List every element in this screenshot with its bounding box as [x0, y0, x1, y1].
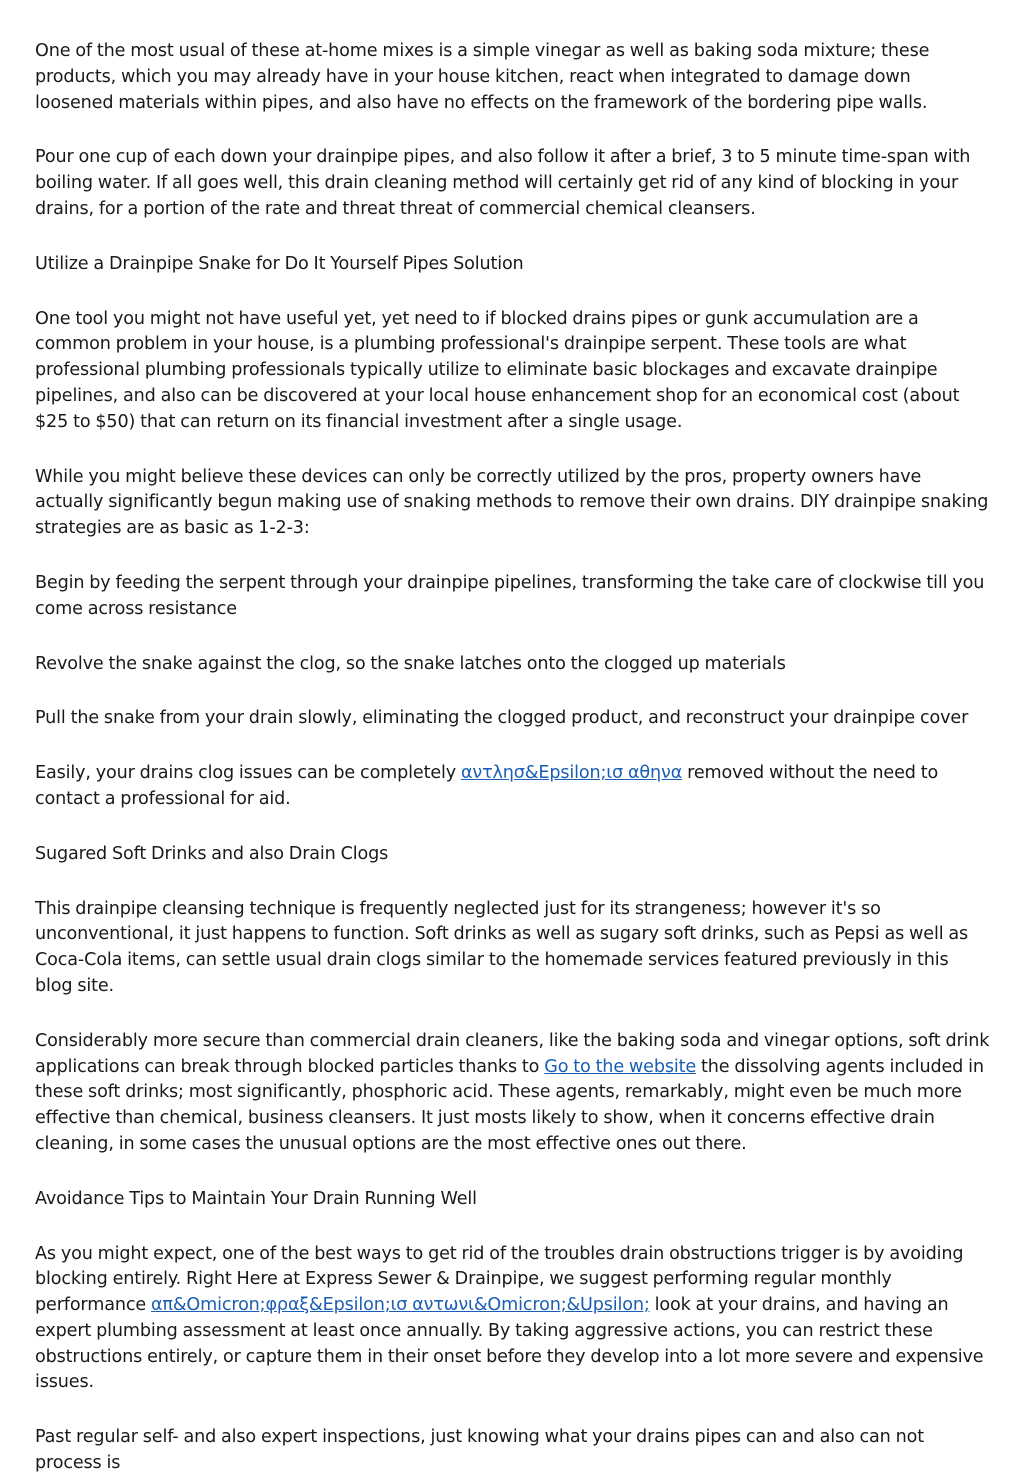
paragraph-drainpipe-serpent: One tool you might not have useful yet, yet need to if blocked drains pipes or gunk accumulation are a common problem in your house, is a plumbing professional's drainpipe serpent. These tools are what professional plumbing professionals typically utilize to eliminate basic blockages and excavate drainpipe pipelines, and also can be discovered at your local house enhancement shop for an economical cost (about $25 to $50) that can return on its financial investment after a single usage. — [35, 308, 960, 432]
text-before-link: Easily, your drains clog issues can be completely — [35, 763, 461, 784]
link-antliseis-athina[interactable]: αντλησ&Epsilon;ισ αθηνα — [460, 763, 683, 784]
link-apofraxeis-antonioy[interactable]: απ&Omicron;φραξ&Epsilon;ισ αντωνι&Omicron;&Upsilon; — [150, 1295, 650, 1316]
step-revolve-snake: Revolve the snake against the clog, so the snake latches onto the clogged up materials — [35, 653, 786, 674]
paragraph-drains-clog-issues — [35, 761, 990, 813]
text-before-link: Considerably more secure than commercial drain cleaners, like the baking soda and vinegar options, soft drink applications can break through blocked particles thanks to — [35, 1030, 990, 1077]
text-after-link: look at your drains, and having an expert plumbing assessment at least once annually. By taking aggressive actions, you can restrict these obstructions entirely, or capture them in their onset before they develop into a lot more severe and expensive issues. — [35, 1295, 984, 1393]
text-after-link: the dissolving agents included in these soft drinks; most significantly, phosphoric acid. These agents, remarkably, might even be much more effective than chemical, business cleansers. It just mosts likely to show, when it concerns effective drain cleaning, in some cases the unusual options are the most effective ones out there. — [35, 1056, 984, 1154]
paragraph-past-inspections: Past regular self- and also expert inspections, just knowing what your drains pipes can and also can not process is — [35, 1427, 924, 1474]
paragraph-pour-cup: Pour one cup of each down your drainpipe pipes, and also follow it after a brief, 3 to 5 minute time-span with boiling water. If all goes well, this drain cleaning method will certainly get rid of any kind of blocking in your drains, for a portion of the rate and threat threat of commercial chemical cleansers. — [35, 147, 971, 219]
paragraph-soft-drink-applications — [35, 1029, 990, 1158]
step-feed-serpent: Begin by feeding the serpent through your drainpipe pipelines, transforming the take care of clockwise till you come across resistance — [35, 572, 985, 619]
section-heading-soft-drinks: Sugared Soft Drinks and also Drain Clogs — [35, 843, 389, 864]
paragraph-diy-snaking: While you might believe these devices can only be correctly utilized by the pros, property owners have actually significantly begun making use of snaking methods to remove their own drains. DIY drainpipe snaking strategies are as basic as 1-2-3: — [35, 466, 989, 539]
text-after-link: removed without the need to contact a professional for aid. — [35, 763, 939, 809]
link-go-to-website[interactable]: Go to the website — [544, 1056, 697, 1077]
section-heading-drain-snake: Utilize a Drainpipe Snake for Do It Yourself Pipes Solution — [35, 253, 524, 274]
step-pull-snake: Pull the snake from your drain slowly, eliminating the clogged product, and reconstruct your drainpipe cover — [35, 708, 969, 729]
paragraph-soft-drinks-technique: This drainpipe cleansing technique is frequently neglected just for its strangeness; however it's so unconventional, it just happens to function. Soft drinks as well as sugary soft drinks, such as Pepsi as well as Coca-Cola items, can settle usual drain clogs similar to the homemade services featured previously in this blog site. — [35, 898, 969, 996]
section-heading-avoidance-tips: Avoidance Tips to Maintain Your Drain Running Well — [35, 1188, 477, 1209]
text-before-link: As you might expect, one of the best ways to get rid of the troubles drain obstructions trigger is by avoiding blocking entirely. Right Here at Express Sewer & Drainpipe, we suggest performing regular monthly performance — [35, 1243, 964, 1316]
paragraph-avoid-blocking — [35, 1242, 990, 1397]
paragraph-vinegar-baking-soda: One of the most usual of these at-home mixes is a simple vinegar as well as baking soda mixture; these products, which you may already have in your house kitchen, react when integrated to damage down loosened materials within pipes, and also have no effects on the framework of the bordering pipe walls. — [35, 41, 930, 113]
